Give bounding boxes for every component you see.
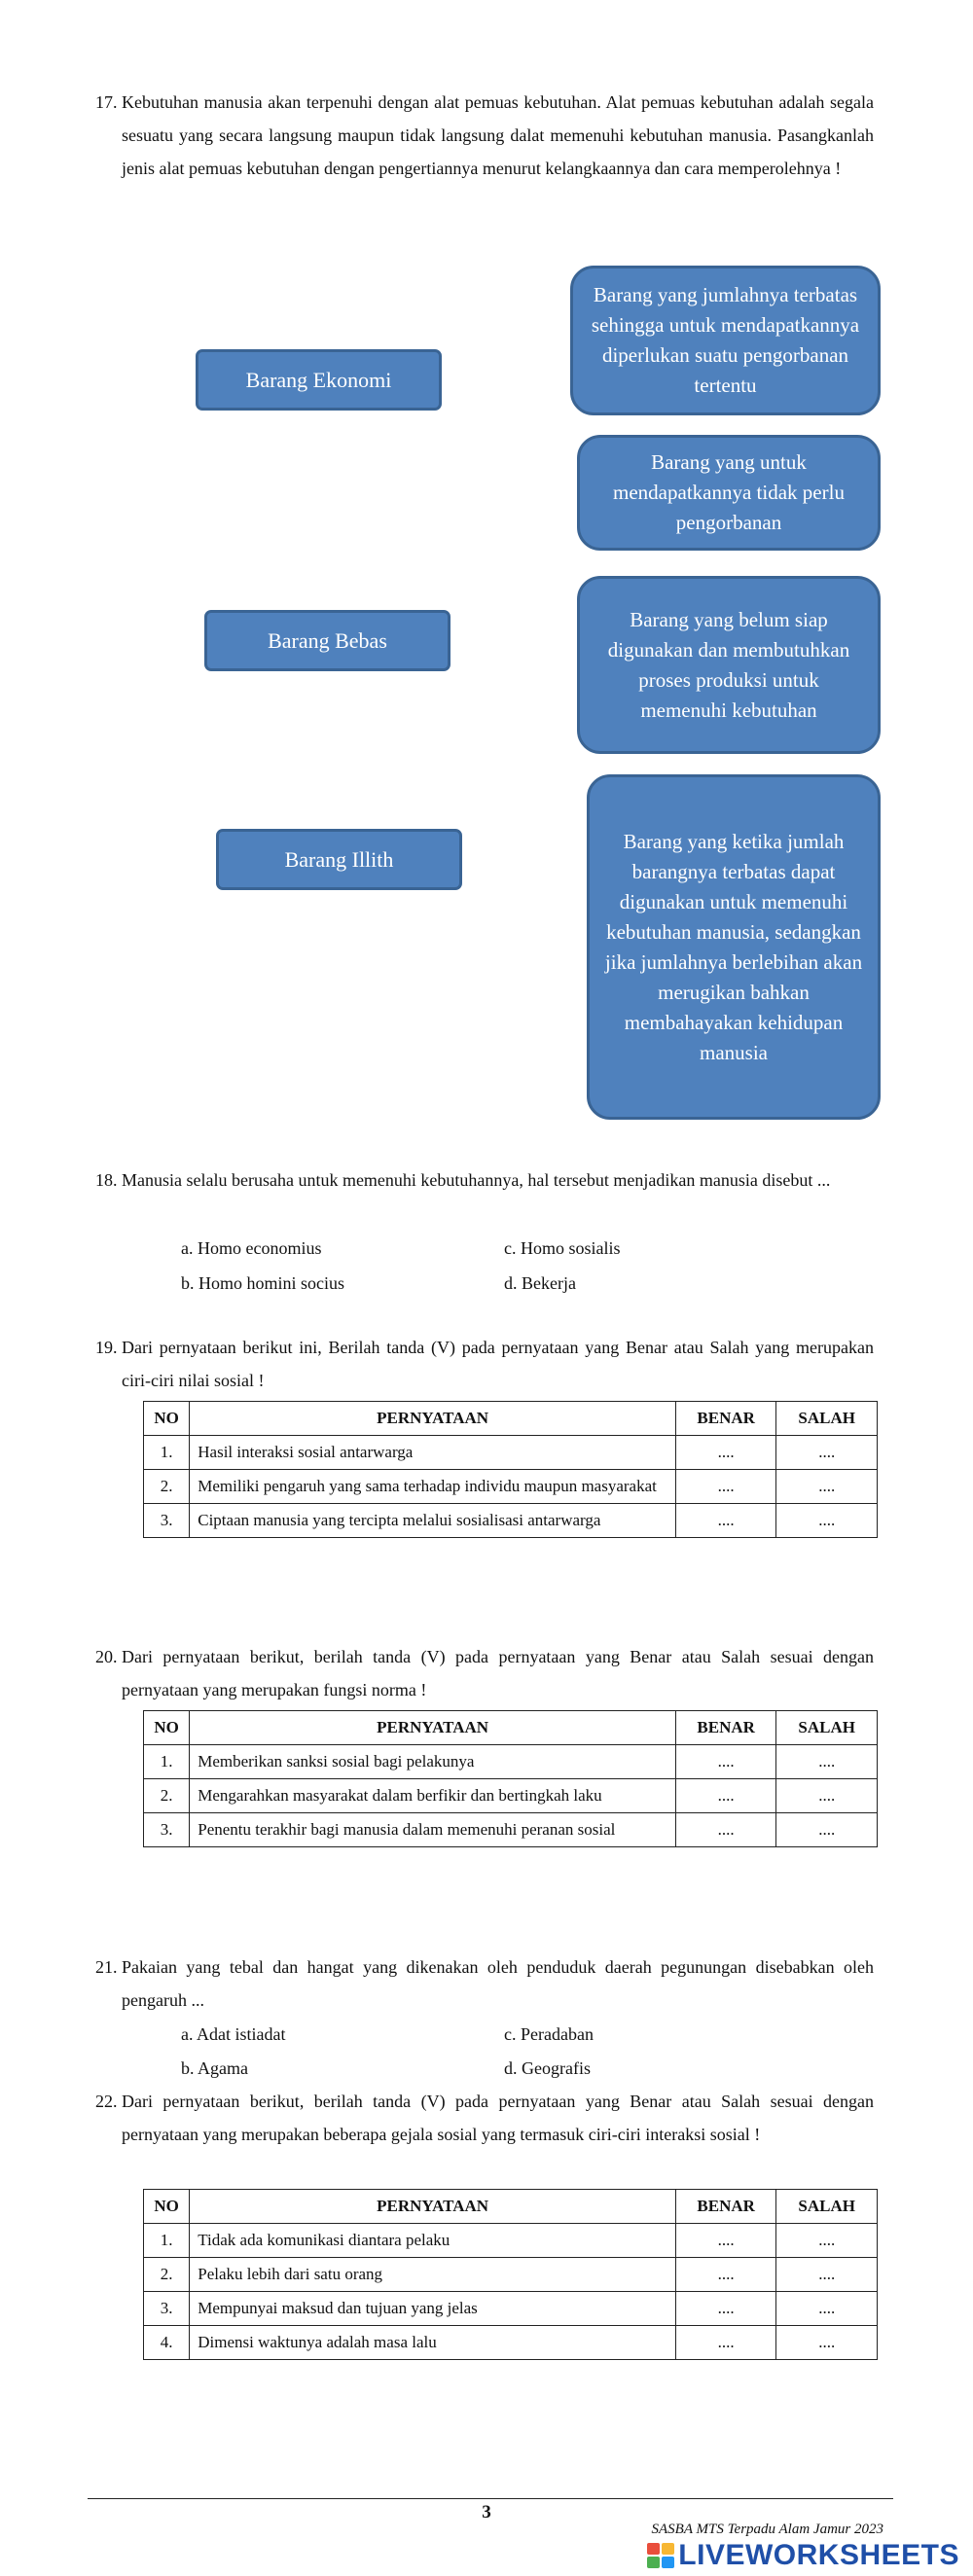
- match-right-4[interactable]: Barang yang ketika jumlah barangnya terbatas dapat digunakan untuk memenuhi kebutuhan manusia, sedangkan jika jumlahnya berlebihan akan merugikan bahkan membahayakan kehidupan manusia: [587, 774, 881, 1120]
- row-no: 3.: [144, 2292, 190, 2326]
- row-no: 3.: [144, 1504, 190, 1538]
- benar-cell[interactable]: ....: [675, 1436, 776, 1470]
- row-statement: Dimensi waktunya adalah masa lalu: [190, 2326, 676, 2360]
- header-pernyataan: PERNYATAAN: [190, 2190, 676, 2224]
- row-statement: Memberikan sanksi sosial bagi pelakunya: [190, 1745, 676, 1779]
- match-left-barang-ekonomi[interactable]: Barang Ekonomi: [196, 349, 442, 411]
- header-pernyataan: PERNYATAAN: [190, 1711, 676, 1745]
- table-header: [144, 1402, 878, 1436]
- salah-cell[interactable]: ....: [776, 2292, 878, 2326]
- question-number: 19.: [95, 1338, 118, 1357]
- table-row: [144, 1470, 878, 1504]
- header-salah: SALAH: [776, 1402, 878, 1436]
- salah-cell[interactable]: ....: [776, 1779, 878, 1813]
- question-number: 17.: [95, 92, 118, 112]
- benar-cell[interactable]: ....: [675, 2258, 776, 2292]
- question-text: Dari pernyataan berikut, berilah tanda (V) pada pernyataan yang Benar atau Salah sesuai dengan pernyataan yang merupakan beberapa gejala sosial yang termasuk ciri-ciri interaksi sosial !: [122, 2092, 874, 2144]
- question-17: [95, 86, 874, 185]
- table-row: [144, 1813, 878, 1847]
- option-b[interactable]: b. Homo homini socius: [181, 1273, 345, 1293]
- question-number: 21.: [95, 1957, 118, 1977]
- row-statement: Memiliki pengaruh yang sama terhadap individu maupun masyarakat: [190, 1470, 676, 1504]
- table-20: [143, 1710, 878, 1847]
- table-row: [144, 1779, 878, 1813]
- option-d[interactable]: d. Geografis: [504, 2058, 591, 2078]
- row-statement: Pelaku lebih dari satu orang: [190, 2258, 676, 2292]
- table-row: [144, 1436, 878, 1470]
- table-19: [143, 1401, 878, 1538]
- option-a[interactable]: a. Adat istiadat: [181, 2024, 286, 2044]
- row-statement: Hasil interaksi sosial antarwarga: [190, 1436, 676, 1470]
- table-row: [144, 1745, 878, 1779]
- match-right-3[interactable]: Barang yang belum siap digunakan dan membutuhkan proses produksi untuk memenuhi kebutuhan: [577, 576, 881, 754]
- row-statement: Mengarahkan masyarakat dalam berfikir dan bertingkah laku: [190, 1779, 676, 1813]
- benar-cell[interactable]: ....: [675, 1813, 776, 1847]
- question-21: [95, 1950, 874, 2017]
- table-row: [144, 2258, 878, 2292]
- table-row: [144, 2224, 878, 2258]
- table-row: [144, 2292, 878, 2326]
- footer-divider: [88, 2498, 893, 2499]
- salah-cell[interactable]: ....: [776, 2326, 878, 2360]
- row-statement: Mempunyai maksud dan tujuan yang jelas: [190, 2292, 676, 2326]
- salah-cell[interactable]: ....: [776, 1470, 878, 1504]
- benar-cell[interactable]: ....: [675, 1745, 776, 1779]
- liveworksheets-brand[interactable]: [647, 2539, 959, 2572]
- row-statement: Ciptaan manusia yang tercipta melalui sosialisasi antarwarga: [190, 1504, 676, 1538]
- row-no: 3.: [144, 1813, 190, 1847]
- match-right-2[interactable]: Barang yang untuk mendapatkannya tidak perlu pengorbanan: [577, 435, 881, 551]
- row-statement: Tidak ada komunikasi diantara pelaku: [190, 2224, 676, 2258]
- benar-cell[interactable]: ....: [675, 1470, 776, 1504]
- question-text: Manusia selalu berusaha untuk memenuhi kebutuhannya, hal tersebut menjadikan manusia disebut ...: [122, 1170, 831, 1190]
- row-no: 4.: [144, 2326, 190, 2360]
- question-text: Dari pernyataan berikut ini, Berilah tanda (V) pada pernyataan yang Benar atau Salah yang merupakan ciri-ciri nilai sosial !: [122, 1338, 874, 1390]
- salah-cell[interactable]: ....: [776, 1436, 878, 1470]
- header-benar: BENAR: [675, 2190, 776, 2224]
- question-text: Pakaian yang tebal dan hangat yang dikenakan oleh penduduk daerah pegunungan disebabkan oleh pengaruh ...: [122, 1957, 874, 2010]
- option-a[interactable]: a. Homo economius: [181, 1238, 322, 1258]
- option-d[interactable]: d. Bekerja: [504, 1273, 576, 1293]
- salah-cell[interactable]: ....: [776, 2224, 878, 2258]
- match-right-1[interactable]: Barang yang jumlahnya terbatas sehingga untuk mendapatkannya diperlukan suatu pengorbanan tertentu: [570, 266, 881, 415]
- row-statement: Penentu terakhir bagi manusia dalam memenuhi peranan sosial: [190, 1813, 676, 1847]
- liveworksheets-logo-icon: [647, 2543, 674, 2568]
- match-left-barang-illith[interactable]: Barang Illith: [216, 829, 462, 890]
- row-no: 2.: [144, 1470, 190, 1504]
- question-number: 20.: [95, 1647, 118, 1666]
- row-no: 1.: [144, 1436, 190, 1470]
- row-no: 1.: [144, 2224, 190, 2258]
- option-c[interactable]: c. Homo sosialis: [504, 1238, 621, 1258]
- question-text: Dari pernyataan berikut, berilah tanda (V) pada pernyataan yang Benar atau Salah sesuai dengan pernyataan yang merupakan fungsi norma !: [122, 1647, 874, 1699]
- table-22: [143, 2189, 878, 2360]
- table-header: [144, 2190, 878, 2224]
- header-pernyataan: PERNYATAAN: [190, 1402, 676, 1436]
- match-left-barang-bebas[interactable]: Barang Bebas: [204, 610, 450, 671]
- benar-cell[interactable]: ....: [675, 1504, 776, 1538]
- brand-text: LIVEWORKSHEETS: [678, 2539, 959, 2571]
- header-no: NO: [144, 2190, 190, 2224]
- salah-cell[interactable]: ....: [776, 1504, 878, 1538]
- row-no: 1.: [144, 1745, 190, 1779]
- question-number: 18.: [95, 1170, 118, 1190]
- benar-cell[interactable]: ....: [675, 2224, 776, 2258]
- benar-cell[interactable]: ....: [675, 2292, 776, 2326]
- benar-cell[interactable]: ....: [675, 1779, 776, 1813]
- question-20: [95, 1640, 874, 1706]
- salah-cell[interactable]: ....: [776, 1745, 878, 1779]
- header-no: NO: [144, 1402, 190, 1436]
- header-no: NO: [144, 1711, 190, 1745]
- benar-cell[interactable]: ....: [675, 2326, 776, 2360]
- question-number: 22.: [95, 2092, 118, 2111]
- page-number: 3: [482, 2502, 491, 2522]
- header-salah: SALAH: [776, 2190, 878, 2224]
- school-footer: SASBA MTS Terpadu Alam Jamur 2023: [651, 2522, 883, 2537]
- salah-cell[interactable]: ....: [776, 1813, 878, 1847]
- row-no: 2.: [144, 1779, 190, 1813]
- table-row: [144, 2326, 878, 2360]
- salah-cell[interactable]: ....: [776, 2258, 878, 2292]
- table-header: [144, 1711, 878, 1745]
- header-salah: SALAH: [776, 1711, 878, 1745]
- header-benar: BENAR: [675, 1402, 776, 1436]
- question-19: [95, 1331, 874, 1397]
- row-no: 2.: [144, 2258, 190, 2292]
- question-text: Kebutuhan manusia akan terpenuhi dengan alat pemuas kebutuhan. Alat pemuas kebutuhan adalah segala sesuatu yang secara langsung maupun tidak langsung dalat memenuhi kebutuhan manusia. Pasangkanlah jenis alat pemuas kebutuhan dengan pengertiannya menurut kelangkaannya dan cara memperolehnya !: [122, 92, 874, 178]
- header-benar: BENAR: [675, 1711, 776, 1745]
- question-18: [95, 1163, 874, 1197]
- option-b[interactable]: b. Agama: [181, 2058, 248, 2078]
- question-22: [95, 2085, 874, 2151]
- table-row: [144, 1504, 878, 1538]
- option-c[interactable]: c. Peradaban: [504, 2024, 594, 2044]
